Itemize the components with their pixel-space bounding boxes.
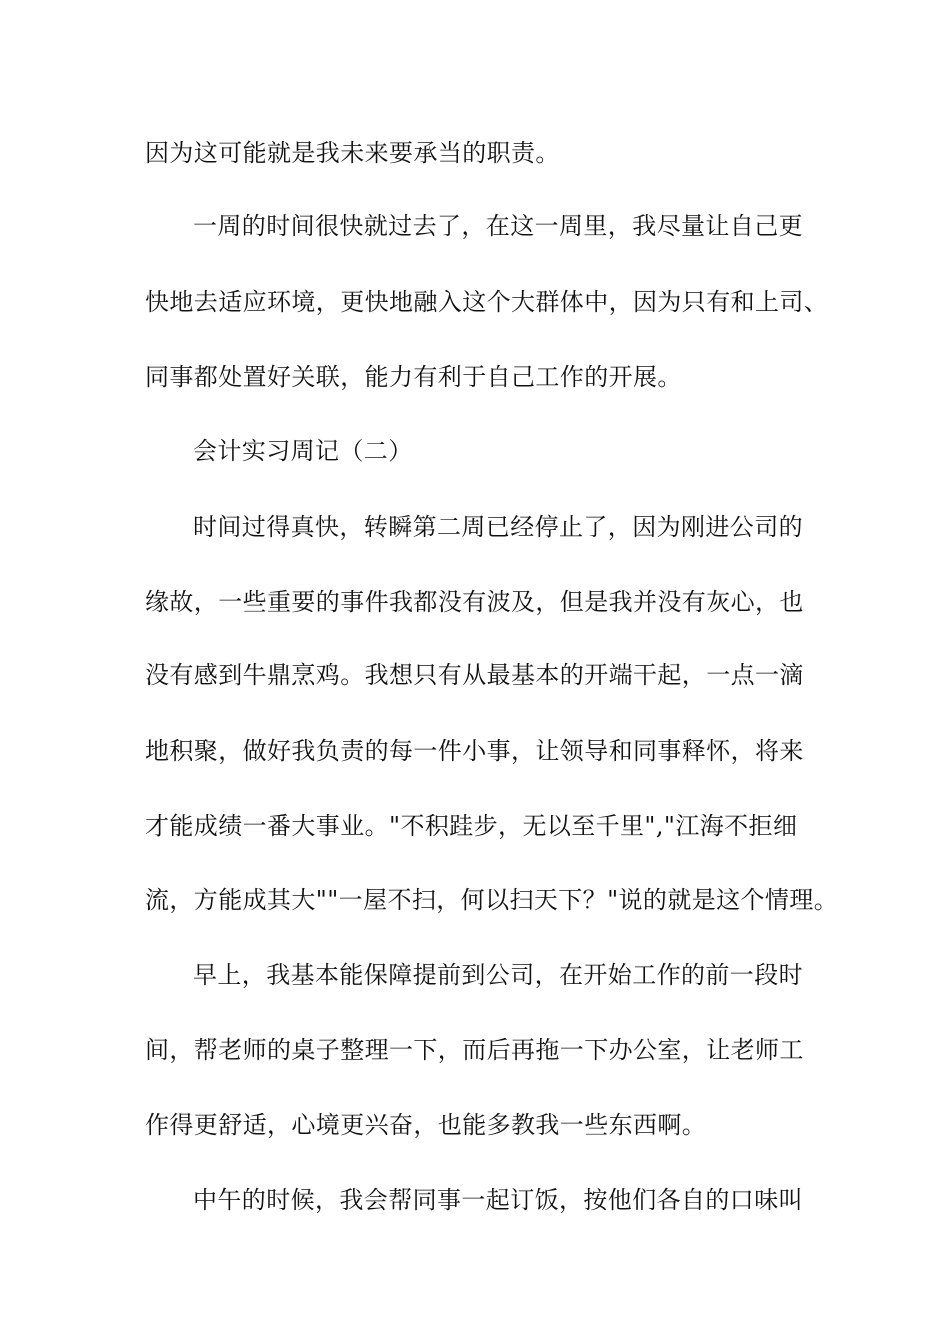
text-line: 才能成绩一番大事业。"不积跬步，无以至千里","江海不拒细 [145, 812, 798, 840]
text-line: 作得更舒适，心境更兴奋，也能多教我一些东西啊。 [145, 1111, 707, 1139]
text-line: 早上，我基本能保障提前到公司，在开始工作的前一段时 [193, 961, 803, 989]
text-line: 中午的时候，我会帮同事一起订饭，按他们各自的口味叫 [193, 1186, 803, 1214]
text-line: 同事都处置好关联，能力有利于自己工作的开展。 [145, 363, 682, 391]
text-line: 时间过得真快，转瞬第二周已经停止了，因为刚进公司的 [193, 513, 803, 541]
text-line: 流，方能成其大""一屋不扫，何以扫天下？"说的就是这个情理。 [145, 886, 839, 914]
text-line: 没有感到牛鼎烹鸡。我想只有从最基本的开端干起，一点一滴 [145, 661, 804, 689]
text-line: 间，帮老师的桌子整理一下，而后再拖一下办公室，让老师工 [145, 1036, 804, 1064]
text-line: 快地去适应环境，更快地融入这个大群体中，因为只有和上司、 [145, 288, 829, 316]
section-heading: 会计实习周记（二） [193, 437, 413, 465]
text-line: 缘故，一些重要的事件我都没有波及，但是我并没有灰心，也 [145, 588, 804, 616]
text-line: 因为这可能就是我未来要承当的职责。 [145, 139, 560, 167]
text-line: 一周的时间很快就过去了，在这一周里，我尽量让自己更 [193, 212, 803, 240]
text-line: 地积聚，做好我负责的每一件小事，让领导和同事释怀，将来 [145, 737, 804, 765]
